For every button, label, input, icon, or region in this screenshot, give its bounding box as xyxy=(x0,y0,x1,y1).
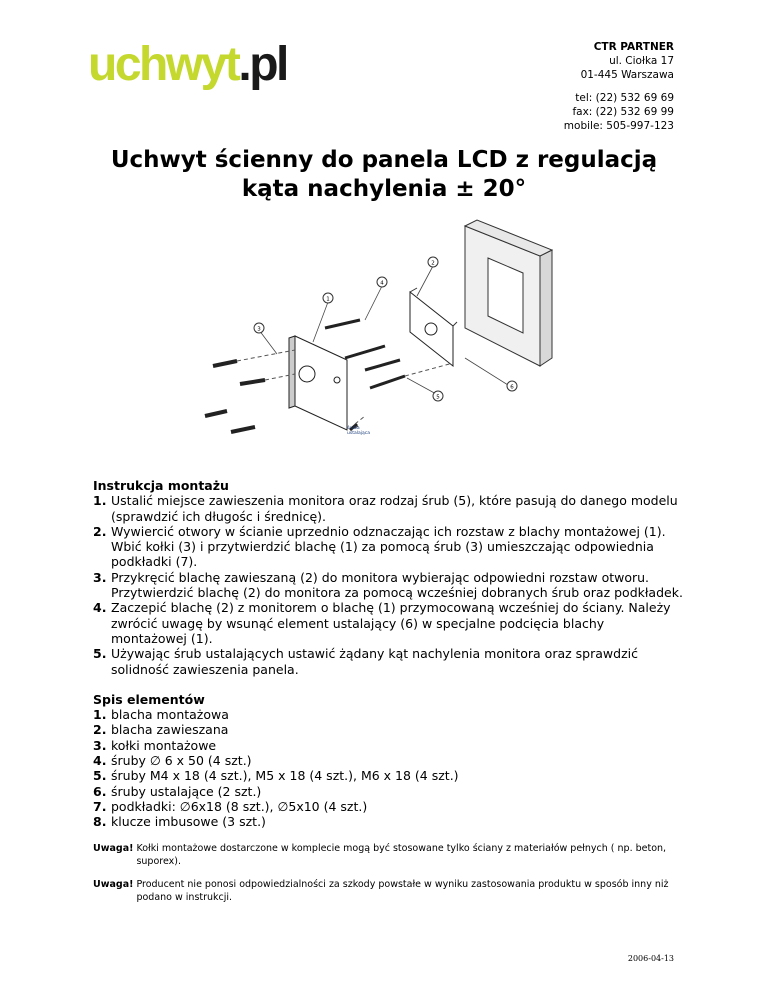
note-label: Uwaga! xyxy=(93,878,134,890)
list-item: 1. Ustalić miejsce zawieszenia monitora oraz rodzaj śrub (5), które pasują do danego modelu (sprawdzić ich długośc i średnicę). xyxy=(93,493,678,524)
list-item: 4. śruby ∅ 6 x 50 (4 szt.) xyxy=(93,753,252,769)
instructions-list xyxy=(93,493,683,677)
contact-block xyxy=(564,40,674,133)
svg-text:6: 6 xyxy=(510,384,514,391)
svg-text:4: 4 xyxy=(380,280,384,287)
svg-text:1: 1 xyxy=(326,296,330,303)
callout-5 xyxy=(433,391,443,401)
callout-3 xyxy=(254,323,264,333)
svg-text:5: 5 xyxy=(436,394,440,401)
list-item: 2. blacha zawieszana xyxy=(93,722,229,738)
svg-text:uchwyt.pl: uchwyt.pl xyxy=(88,40,287,91)
svg-text:3: 3 xyxy=(257,326,261,333)
instructions-heading: Instrukcja montażu xyxy=(93,478,229,493)
callout-1 xyxy=(323,293,333,303)
content xyxy=(93,478,683,914)
notes xyxy=(93,842,683,904)
list-item: 4. Zaczepić blachę (2) z monitorem o blachę (1) przymocowaną wcześniej do ściany. Należy zwrócić uwagę by wsunąć element ustalający (6) w specjalne podcięcia blachy montażowej (1). xyxy=(93,600,671,646)
title-line-2: kąta nachylenia ± 20° xyxy=(241,176,527,202)
title-line-1: Uchwyt ścienny do panela LCD z regulacją xyxy=(110,147,658,173)
document-date: 2006-04-13 xyxy=(627,954,674,963)
wall-plate-shape xyxy=(289,336,347,430)
callout-2 xyxy=(428,257,438,267)
list-item: 2. Wywiercić otwory w ścianie uprzednio odznaczając ich rozstaw z blachy montażowej (1). Wbić kołki (3) i przytwierdzić blachę (1) za pomocą śrub (3) umieszczając odpowiednia podkładki (7). xyxy=(93,523,666,570)
list-item: 6. śruby ustalające (2 szt.) xyxy=(93,783,262,799)
company-tel: tel: (22) 532 69 69 xyxy=(575,92,674,104)
list-item: 7. podkładki: ∅6x18 (8 szt.), ∅5x10 (4 szt.) xyxy=(93,798,368,814)
uchwyt-logo xyxy=(88,40,328,94)
note-2 xyxy=(93,878,683,904)
exploded-view-drawing xyxy=(195,218,595,450)
note-label: Uwaga! xyxy=(93,842,134,854)
callout-4 xyxy=(377,277,387,287)
list-item: 1. blacha montażowa xyxy=(93,707,229,723)
note-1 xyxy=(93,842,683,868)
company-street: ul. Ciołka 17 xyxy=(609,55,674,67)
parts-list xyxy=(93,707,683,829)
list-item: 8. klucze imbusowe (3 szt.) xyxy=(93,814,266,830)
company-city: 01-445 Warszawa xyxy=(580,69,674,81)
note-text: Producent nie ponosi odpowiedzialności za szkody powstałe w wyniku zastosowania produktu w sposób inny niż podano w instrukcji. xyxy=(136,878,669,903)
label-ustalajaca: ustalająca xyxy=(347,431,370,436)
callout-6 xyxy=(507,381,517,391)
company-mobile: mobile: 505-997-123 xyxy=(563,120,674,132)
monitor-shape xyxy=(465,220,552,366)
company-fax: fax: (22) 532 69 99 xyxy=(572,106,674,118)
list-item: 3. Przykręcić blachę zawieszaną (2) do monitora wybierając odpowiedni rozstaw otworu. Przytwierdzić blachę (2) do monitora za pomocą wcześniej dobranych śrub oraz podkładek. xyxy=(93,569,683,601)
list-item: 5. śruby M4 x 18 (4 szt.), M5 x 18 (4 szt.), M6 x 18 (4 szt.) xyxy=(93,768,459,784)
svg-text:2: 2 xyxy=(431,260,435,267)
note-text: Kołki montażowe dostarczone w komplecie mogą być stosowane tylko ściany z materiałów pełnych ( np. beton, suporex). xyxy=(136,842,667,867)
company-name: CTR PARTNER xyxy=(593,41,674,53)
parts-heading: Spis elementów xyxy=(93,691,205,707)
list-item: 3. kołki montażowe xyxy=(93,737,217,753)
list-item: 5. Używając śrub ustalających ustawić żądany kąt nachylenia monitora oraz sprawdzić solidność zawieszenia panela. xyxy=(93,646,638,677)
document-title xyxy=(0,146,768,204)
label-sruba: śruba xyxy=(347,426,360,431)
hanging-plate-shape xyxy=(410,288,457,366)
